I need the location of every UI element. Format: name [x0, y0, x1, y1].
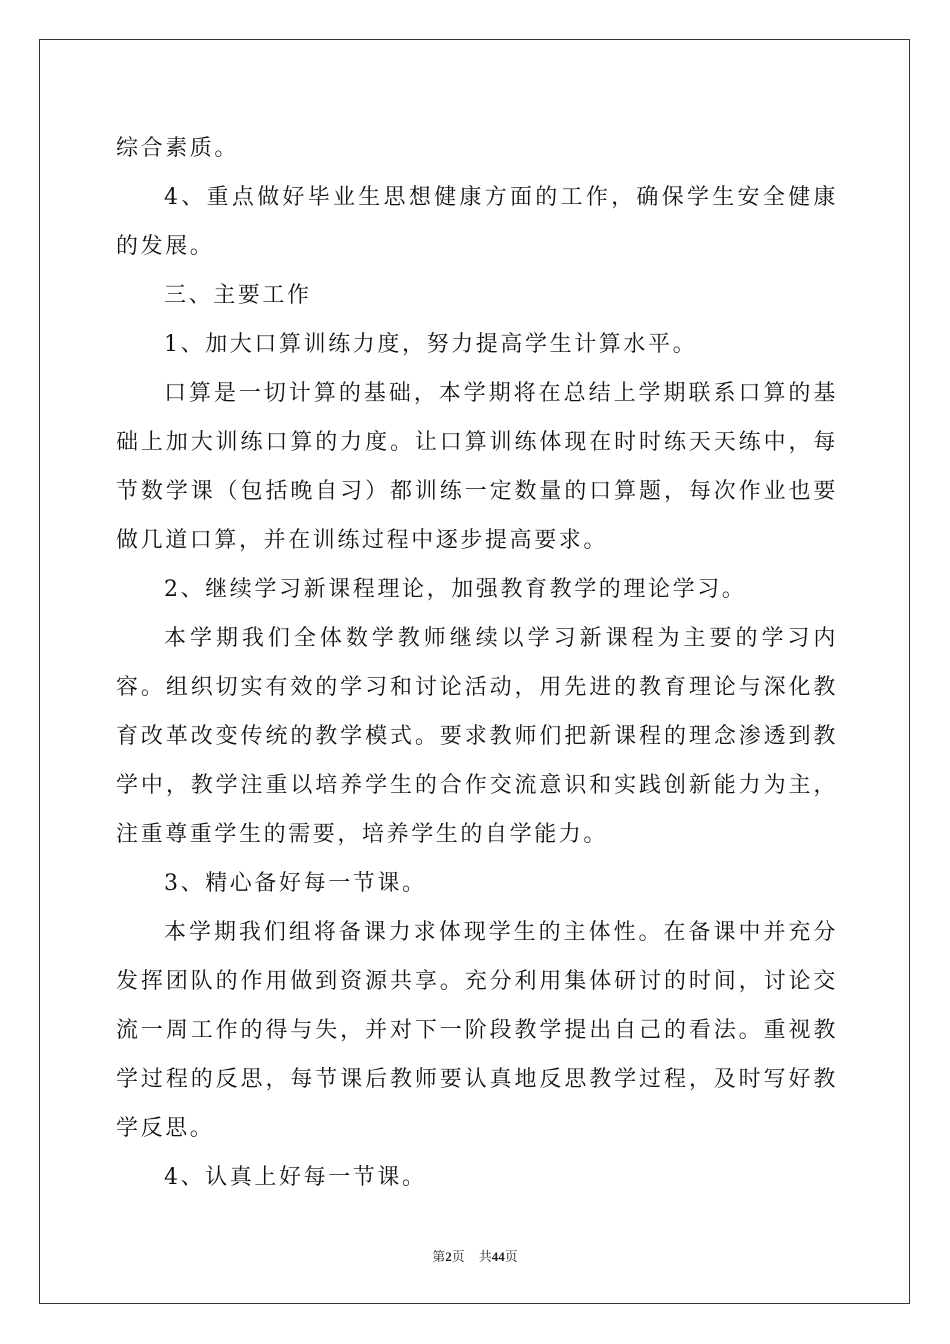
item-heading-3: 3、精心备好每一节课。 — [164, 871, 427, 896]
paragraph-2: 4、重点做好毕业生思想健康方面的工作，确保学生安全健康的发展。 — [116, 185, 838, 259]
paragraph-7: 本学期我们全体数学教师继续以学习新课程为主要的学习内容。组织切实有效的学习和讨论活动，用先进的教育理论与深化教育改革改变传统的教学模式。要求教师们把新课程的理念渗透到教学中，教学注重以培养学生的合作交流意识和实践创新能力为主，注重尊重学生的需要，培养学生的自学能力。 — [116, 626, 838, 847]
footer-prefix: 第 — [432, 1249, 446, 1264]
paragraph-5: 口算是一切计算的基础，本学期将在总结上学期联系口算的基础上加大训练口算的力度。让口算训练体现在时时练天天练中，每节数学课（包括晚自习）都训练一定数量的口算题，每次作业也要做几道口算，并在训练过程中逐步提高要求。 — [116, 381, 838, 553]
footer-total-prefix: 共 — [478, 1249, 492, 1264]
item-heading-2: 2、继续学习新课程理论，加强教育教学的理论学习。 — [164, 577, 747, 602]
footer-page-number: 2 — [445, 1249, 452, 1264]
document-body — [116, 124, 838, 1202]
paragraph-9: 本学期我们组将备课力求体现学生的主体性。在备课中并充分发挥团队的作用做到资源共享。充分利用集体研讨的时间，讨论交流一周工作的得与失，并对下一阶段教学提出自己的看法。重视教学过程的反思，每节课后教师要认真地反思教学过程，及时写好教学反思。 — [116, 920, 838, 1141]
item-heading-4: 4、认真上好每一节课。 — [164, 1165, 427, 1190]
paragraph-1: 综合素质。 — [116, 136, 240, 161]
item-heading-1: 1、加大口算训练力度，努力提高学生计算水平。 — [164, 332, 698, 357]
footer-total-pages: 44 — [491, 1249, 505, 1264]
footer-page-suffix: 页 — [451, 1249, 465, 1264]
footer-total-suffix: 页 — [504, 1249, 518, 1264]
section-heading: 三、主要工作 — [164, 283, 312, 308]
page-footer — [0, 1248, 950, 1266]
